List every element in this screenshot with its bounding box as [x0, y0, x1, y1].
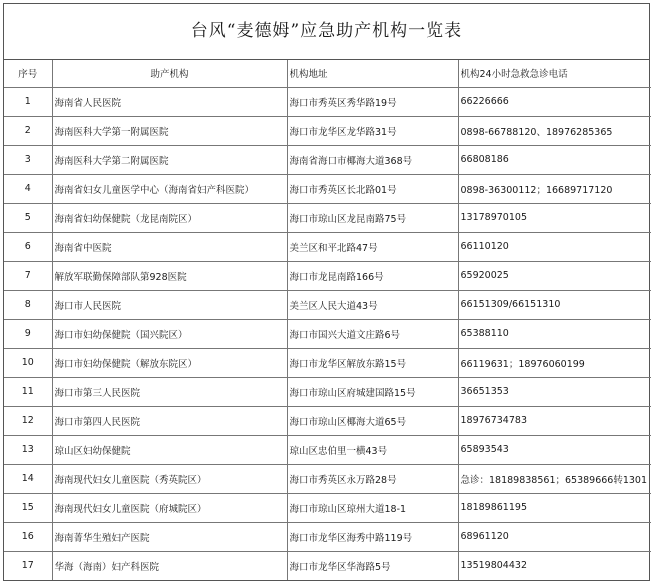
hospital-address-cell: 海口市龙华区解放东路15号: [287, 348, 458, 377]
hospital-phone-cell: 13178970105: [458, 203, 651, 232]
hospital-address-cell: 海口市琼山区府城建国路15号: [287, 377, 458, 406]
hospital-address-cell: 海口市秀英区永万路28号: [287, 464, 458, 493]
hospital-name-cell: 海南现代妇女儿童医院（府城院区）: [52, 493, 287, 522]
table-row: [4, 522, 651, 551]
hospital-name-cell: 海口市第三人民医院: [52, 377, 287, 406]
table-row: [4, 551, 651, 580]
hospital-name-cell: 海南省人民医院: [52, 87, 287, 116]
hospital-address-cell: 海口市国兴大道文庄路6号: [287, 319, 458, 348]
row-number-cell: 1: [4, 87, 52, 116]
hospital-name-cell: 海南省妇女儿童医学中心（海南省妇产科医院）: [52, 174, 287, 203]
row-number-cell: 5: [4, 203, 52, 232]
hospital-address-cell: 海口市秀英区长北路01号: [287, 174, 458, 203]
hospital-phone-cell: 13519804432: [458, 551, 651, 580]
hospital-phone-cell: 65920025: [458, 261, 651, 290]
row-number-cell: 8: [4, 290, 52, 319]
hospital-address-cell: 海口市龙华区龙华路31号: [287, 116, 458, 145]
column-header-name: 助产机构: [52, 60, 287, 87]
table-row: [4, 493, 651, 522]
row-number-cell: 10: [4, 348, 52, 377]
hospital-name-cell: 海南医科大学第二附属医院: [52, 145, 287, 174]
table-row: [4, 174, 651, 203]
hospital-address-cell: 海口市龙华区华海路5号: [287, 551, 458, 580]
hospital-name-cell: 海南菁华生殖妇产医院: [52, 522, 287, 551]
row-number-cell: 12: [4, 406, 52, 435]
row-number-cell: 13: [4, 435, 52, 464]
table-row: [4, 145, 651, 174]
hospital-address-cell: 美兰区和平北路47号: [287, 232, 458, 261]
hospital-address-cell: 海口市琼山区椰海大道65号: [287, 406, 458, 435]
row-number-cell: 7: [4, 261, 52, 290]
table-row: [4, 261, 651, 290]
row-number-cell: 3: [4, 145, 52, 174]
hospital-phone-cell: 66808186: [458, 145, 651, 174]
hospital-address-cell: 海口市秀英区秀华路19号: [287, 87, 458, 116]
hospital-phone-cell: 65388110: [458, 319, 651, 348]
row-number-cell: 4: [4, 174, 52, 203]
hospital-phone-cell: 66226666: [458, 87, 651, 116]
row-number-cell: 16: [4, 522, 52, 551]
row-number-cell: 6: [4, 232, 52, 261]
column-header-phone: 机构24小时急救急诊电话: [458, 60, 651, 87]
row-number-cell: 14: [4, 464, 52, 493]
table-row: [4, 464, 651, 493]
table-row: [4, 348, 651, 377]
hospital-name-cell: 海口市人民医院: [52, 290, 287, 319]
column-header-address: 机构地址: [287, 60, 458, 87]
hospital-phone-cell: 66119631；18976060199: [458, 348, 651, 377]
row-number-cell: 11: [4, 377, 52, 406]
hospital-table: [4, 60, 651, 580]
table-header-row: [4, 60, 651, 87]
hospital-name-cell: 解放军联勤保障部队第928医院: [52, 261, 287, 290]
hospital-name-cell: 海南现代妇女儿童医院（秀英院区）: [52, 464, 287, 493]
page-title: 台风“麦德姆”应急助产机构一览表: [4, 4, 649, 60]
hospital-name-cell: 海口市妇幼保健院（解放东院区）: [52, 348, 287, 377]
row-number-cell: 2: [4, 116, 52, 145]
table-row: [4, 377, 651, 406]
row-number-cell: 9: [4, 319, 52, 348]
hospital-phone-cell: 18976734783: [458, 406, 651, 435]
table-row: [4, 406, 651, 435]
hospital-name-cell: 海口市第四人民医院: [52, 406, 287, 435]
hospital-address-cell: 美兰区人民大道43号: [287, 290, 458, 319]
hospital-phone-cell: 0898-66788120、18976285365: [458, 116, 651, 145]
hospital-list-sheet: [3, 3, 650, 581]
table-row: [4, 203, 651, 232]
hospital-address-cell: 海口市琼山区琼州大道18-1: [287, 493, 458, 522]
hospital-address-cell: 海南省海口市椰海大道368号: [287, 145, 458, 174]
column-header-no: 序号: [4, 60, 52, 87]
hospital-name-cell: 海南省妇幼保健院（龙昆南院区）: [52, 203, 287, 232]
hospital-name-cell: 琼山区妇幼保健院: [52, 435, 287, 464]
hospital-phone-cell: 18189861195: [458, 493, 651, 522]
hospital-phone-cell: 65893543: [458, 435, 651, 464]
row-number-cell: 17: [4, 551, 52, 580]
table-row: [4, 435, 651, 464]
hospital-phone-cell: 急诊：18189838561；65389666转1301: [458, 464, 651, 493]
hospital-name-cell: 海南医科大学第一附属医院: [52, 116, 287, 145]
hospital-address-cell: 海口市龙昆南路166号: [287, 261, 458, 290]
table-row: [4, 116, 651, 145]
hospital-address-cell: 海口市龙华区海秀中路119号: [287, 522, 458, 551]
hospital-address-cell: 琼山区忠伯里一横43号: [287, 435, 458, 464]
hospital-phone-cell: 68961120: [458, 522, 651, 551]
hospital-phone-cell: 66151309/66151310: [458, 290, 651, 319]
hospital-phone-cell: 0898-36300112；16689717120: [458, 174, 651, 203]
hospital-address-cell: 海口市琼山区龙昆南路75号: [287, 203, 458, 232]
table-row: [4, 232, 651, 261]
hospital-name-cell: 海口市妇幼保健院（国兴院区）: [52, 319, 287, 348]
table-row: [4, 290, 651, 319]
hospital-phone-cell: 36651353: [458, 377, 651, 406]
row-number-cell: 15: [4, 493, 52, 522]
hospital-name-cell: 华海（海南）妇产科医院: [52, 551, 287, 580]
hospital-phone-cell: 66110120: [458, 232, 651, 261]
table-row: [4, 87, 651, 116]
hospital-name-cell: 海南省中医院: [52, 232, 287, 261]
table-row: [4, 319, 651, 348]
